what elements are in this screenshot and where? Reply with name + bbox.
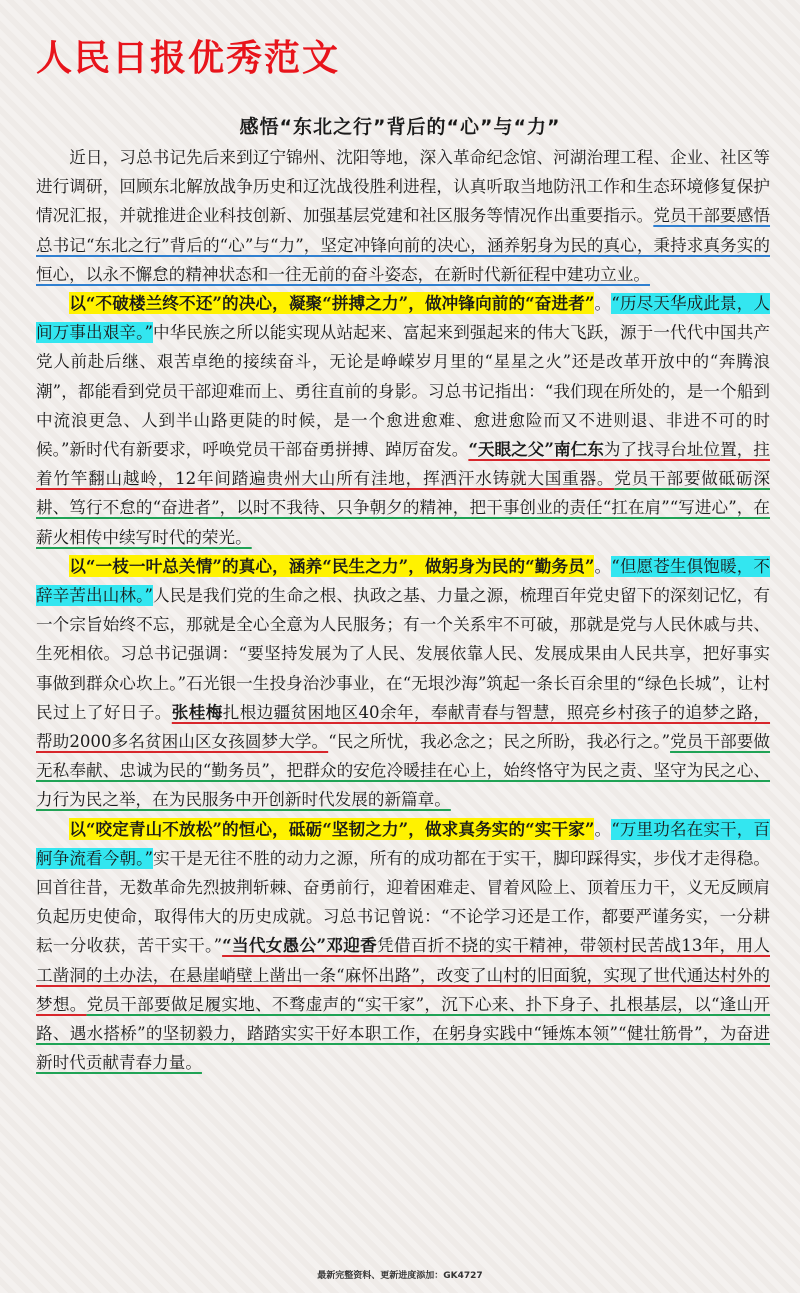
intro-text: 近日，习总书记先后来到辽宁锦州、沈阳等地，深入革命纪念馆、河湖治理工程、企业、社区等进行调研，回顾东北解放战争历史和辽沈战役胜利进程，认真听取当地防汛工作和生态环境修复保护情况汇报，并就推进企业科技创新、加强基层党建和社区服务等情况作出重要指示。 <box>36 148 770 226</box>
section-quote-3: “万里功名在实干，百舸争流看今朝。” <box>36 819 771 868</box>
section-conclusion-1: 党员干部要做砥砺深耕、笃行不怠的“奋进者”，以时不我待、只争朝夕的精神，把干事创业的责任“扛在肩”“写进心”，在薪火相传中续写时代的荣光。 <box>36 469 770 547</box>
section-paragraph-3 <box>36 815 770 1078</box>
essay-title: 感悟“东北之行”背后的“心”与“力” <box>239 116 561 138</box>
section-body-3: 实干是无往不胜的动力之源，所有的成功都在于实干，脚印踩得实，步伐才走得稳。回首往昔，无数革命先烈披荆斩棘、奋勇前行，迎着困难走、冒着风险上、顶着压力干，义无反顾肩负起历史使命，取得伟大的历史成就。习总书记曾说：“不论学习还是工作，都要严谨务实，一分耕耘一分收获，苦干实干。” <box>36 848 771 956</box>
section-conclusion-2: 党员干部要做无私奉献、忠诚为民的“勤务员”，把群众的安危冷暖挂在心上，始终恪守为民之责、坚守为民之心、力行为民之举，在为民服务中开创新时代发展的新篇章。 <box>36 732 771 810</box>
footer-note: 最新完整资料、更新进度添加：GK4727 <box>317 1271 483 1281</box>
section-lead-3: 以“咬定青山不放松”的恒心，砥砺“坚韧之力”，做求真务实的“实干家” <box>69 818 595 839</box>
section-body-1: 中华民族之所以能实现从站起来、富起来到强起来的伟大飞跃，源于一代代中国共产党人前赴后继、艰苦卓绝的接续奋斗，无论是峥嵘岁月里的“星星之火”还是改革开放中的“奔腾浪潮”，都能看到党员干部迎难而上、勇往直前的身影。习总书记指出：“我们现在所处的，是一个船到中流浪更急、人到半山路更陡的时候，是一个愈进愈难、愈进愈险而又不进则退、非进不可的时候。”新时代有新要求，呼唤党员干部奋勇拼搏、踔厉奋发。 <box>36 323 771 460</box>
section-paragraph-1 <box>36 289 770 552</box>
example-text-2: 扎根边疆贫困地区40余年，奉献青春与智慧，照亮乡村孩子的追梦之路，帮助2000多名贫困山区女孩圆梦大学。 <box>36 702 771 752</box>
example-name-2: 张桂梅 <box>171 701 223 722</box>
example-name-1: “天眼之父”南仁东 <box>468 439 604 460</box>
essay-body <box>36 143 770 1078</box>
banner-title: 人民日报优秀范文 <box>36 38 341 79</box>
section-lead-end-1: 。 <box>594 294 612 314</box>
example-name-3: “当代女愚公”邓迎香 <box>222 935 378 956</box>
section-quote-1: “历尽天华成此景，人间万事出艰辛。” <box>36 294 771 343</box>
section-body-2: 人民是我们党的生命之根、执政之基、力量之源，梳理百年党史留下的深刻记忆，有一个宗旨始终不忘，那就是全心全意为人民服务；有一个关系牢不可破，那就是党与人民休戚与共、生死相依。习总书记强调：“要坚持发展为了人民、发展依靠人民、发展成果由人民共享，把好事实事做到群众心坎上。”石光银一生投身治沙事业，在“无垠沙海”筑起一条长百余里的“绿色长城”，让村民过上了好日子。 <box>36 586 771 722</box>
intro-paragraph <box>36 143 770 289</box>
section-lead-2: 以“一枝一叶总关情”的真心，涵养“民生之力”，做躬身为民的“勤务员” <box>69 555 595 576</box>
section-lead-end-2: 。 <box>594 556 612 576</box>
example-text-1: 为了找寻台址位置，拄着竹竿翻山越岭，12年间踏遍贵州大山所有洼地，挥洒汗水铸就大国重器。 <box>36 440 771 489</box>
section-quote-2: “但愿苍生俱饱暖，不辞辛苦出山林。” <box>36 556 771 606</box>
thesis-sentence: 党员干部要感悟总书记“东北之行”背后的“心”与“力”，坚定冲锋向前的决心，涵养躬身为民的真心，秉持求真务实的恒心，以永不懈怠的精神状态和一往无前的奋斗姿态，在新时代新征程中建功立业。 <box>36 206 771 284</box>
section-lead-1: 以“不破楼兰终不还”的决心，凝聚“拼搏之力”，做冲锋向前的“奋进者” <box>69 293 595 314</box>
section-conclusion-3: 党员干部要做足履实地、不骛虚声的“实干家”，沉下心来、扑下身子、扎根基层，以“逢山开路、遇水搭桥”的坚韧毅力，踏踏实实干好本职工作，在躬身实践中“锤炼本领”“健壮筋骨”，为奋进新时代贡献青春力量。 <box>36 994 770 1073</box>
after-example-2: “民之所忧，我必念之；民之所盼，我必行之。” <box>328 732 671 752</box>
section-lead-end-3: 。 <box>594 819 612 839</box>
example-text-3: 凭借百折不挠的实干精神，带领村民苦战13年，用人工凿洞的土办法，在悬崖峭壁上凿出一条“麻怀出路”，改变了山村的旧面貌，实现了世代通达村外的梦想。 <box>36 936 770 1014</box>
section-paragraph-2 <box>36 552 770 815</box>
